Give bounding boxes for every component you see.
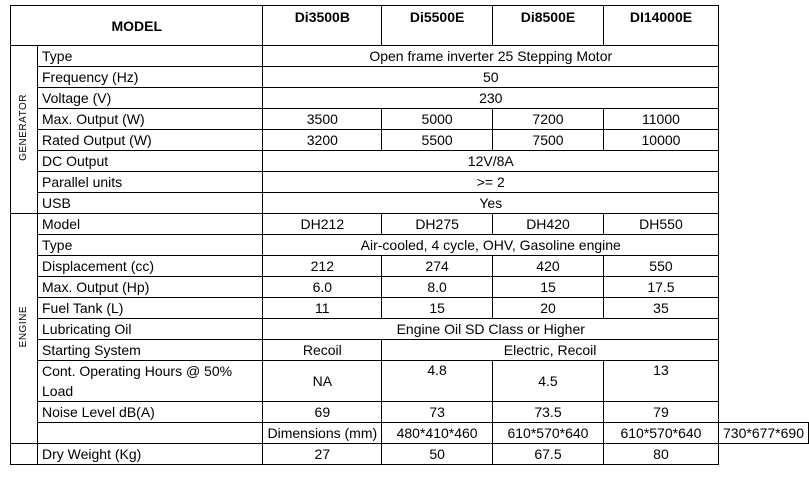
row-label: Type <box>38 235 263 256</box>
row-value: 8.0 <box>382 277 493 298</box>
row-value: 10000 <box>603 130 718 151</box>
row-label: Starting System <box>38 340 263 361</box>
table-row <box>11 193 809 214</box>
model-di8500e: Di8500E <box>493 6 604 46</box>
spec-table <box>10 5 809 465</box>
row-value: Yes <box>263 193 719 214</box>
row-value: 3200 <box>263 130 382 151</box>
row-value: 20 <box>493 298 604 319</box>
table-row <box>11 444 809 465</box>
row-value: NA <box>263 361 382 402</box>
row-label <box>38 361 263 402</box>
row-label: Parallel units <box>38 172 263 193</box>
row-label: Noise Level dB(A) <box>38 402 263 423</box>
row-label: Type <box>38 46 263 67</box>
table-row <box>11 109 809 130</box>
row-value: 12V/8A <box>263 151 719 172</box>
row-value: DH212 <box>263 214 382 235</box>
row-value: 50 <box>382 444 493 465</box>
table-row <box>11 402 809 423</box>
row-value: 80 <box>603 444 718 465</box>
row-value: 17.5 <box>603 277 718 298</box>
row-value: 79 <box>603 402 718 423</box>
row-label: Max. Output (W) <box>38 109 263 130</box>
row-value: 11 <box>263 298 382 319</box>
table-row <box>11 130 809 151</box>
table-row <box>11 67 809 88</box>
table-row <box>11 277 809 298</box>
table-row <box>11 235 809 256</box>
row-label: Lubricating Oil <box>38 319 263 340</box>
table-row <box>11 340 809 361</box>
row-value: 610*570*640 <box>603 423 718 444</box>
row-value: 13 <box>603 361 718 402</box>
model-di14000e: DI14000E <box>603 6 718 46</box>
row-value: 27 <box>263 444 382 465</box>
row-value: DH420 <box>493 214 604 235</box>
row-value: 5500 <box>382 130 493 151</box>
table-row <box>11 214 809 235</box>
row-value: 7500 <box>493 130 604 151</box>
row-label: Rated Output (W) <box>38 130 263 151</box>
row-value: DH550 <box>603 214 718 235</box>
blank-group-cell <box>11 444 38 465</box>
header-row <box>11 6 809 46</box>
row-value: DH275 <box>382 214 493 235</box>
row-label: DC Output <box>38 151 263 172</box>
row-value: 4.5 <box>493 361 604 402</box>
row-value: 610*570*640 <box>493 423 604 444</box>
row-label-line: Cont. Operating Hours @ 50% <box>42 363 233 379</box>
model-di5500e: Di5500E <box>382 6 493 46</box>
engine-group-label: ENGINE <box>11 214 38 444</box>
row-label: Voltage (V) <box>38 88 263 109</box>
row-label: USB <box>38 193 263 214</box>
row-value: 5000 <box>382 109 493 130</box>
row-value: 35 <box>603 298 718 319</box>
row-value: 73.5 <box>493 402 604 423</box>
model-di3500b: Di3500B <box>263 6 382 46</box>
row-value: 50 <box>263 67 719 88</box>
row-label: Model <box>38 214 263 235</box>
table-row <box>11 298 809 319</box>
row-label: Max. Output (Hp) <box>38 277 263 298</box>
table-row <box>11 256 809 277</box>
row-value: 73 <box>382 402 493 423</box>
row-value: Engine Oil SD Class or Higher <box>263 319 719 340</box>
row-value: Open frame inverter 25 Stepping Motor <box>263 46 719 67</box>
row-value: 212 <box>263 256 382 277</box>
row-value: 230 <box>263 88 719 109</box>
table-row <box>11 423 809 444</box>
row-value: 67.5 <box>493 444 604 465</box>
blank-group-cell <box>38 423 263 444</box>
row-value: >= 2 <box>263 172 719 193</box>
row-label-line: Load <box>42 383 74 399</box>
row-value: Recoil <box>263 340 382 361</box>
model-header: MODEL <box>11 6 263 46</box>
row-value: 550 <box>603 256 718 277</box>
row-value: 7200 <box>493 109 604 130</box>
row-value: 480*410*460 <box>382 423 493 444</box>
table-row <box>11 319 809 340</box>
row-value: 274 <box>382 256 493 277</box>
row-value: Electric, Recoil <box>382 340 719 361</box>
table-row <box>11 88 809 109</box>
row-value: 15 <box>382 298 493 319</box>
table-row <box>11 361 809 402</box>
row-value: Air-cooled, 4 cycle, OHV, Gasoline engine <box>263 235 719 256</box>
table-row <box>11 46 809 67</box>
row-value: 3500 <box>263 109 382 130</box>
row-label: Dry Weight (Kg) <box>38 444 263 465</box>
generator-group-label: GENERATOR <box>11 46 38 214</box>
row-label: Fuel Tank (L) <box>38 298 263 319</box>
row-value: 6.0 <box>263 277 382 298</box>
row-value: 69 <box>263 402 382 423</box>
row-value: 730*677*690 <box>719 423 809 444</box>
row-value: 15 <box>493 277 604 298</box>
row-value: 11000 <box>603 109 718 130</box>
row-label: Dimensions (mm) <box>263 423 382 444</box>
table-row <box>11 151 809 172</box>
row-value: 4.8 <box>382 361 493 402</box>
row-label: Displacement (cc) <box>38 256 263 277</box>
table-row <box>11 172 809 193</box>
row-value: 420 <box>493 256 604 277</box>
row-label: Frequency (Hz) <box>38 67 263 88</box>
